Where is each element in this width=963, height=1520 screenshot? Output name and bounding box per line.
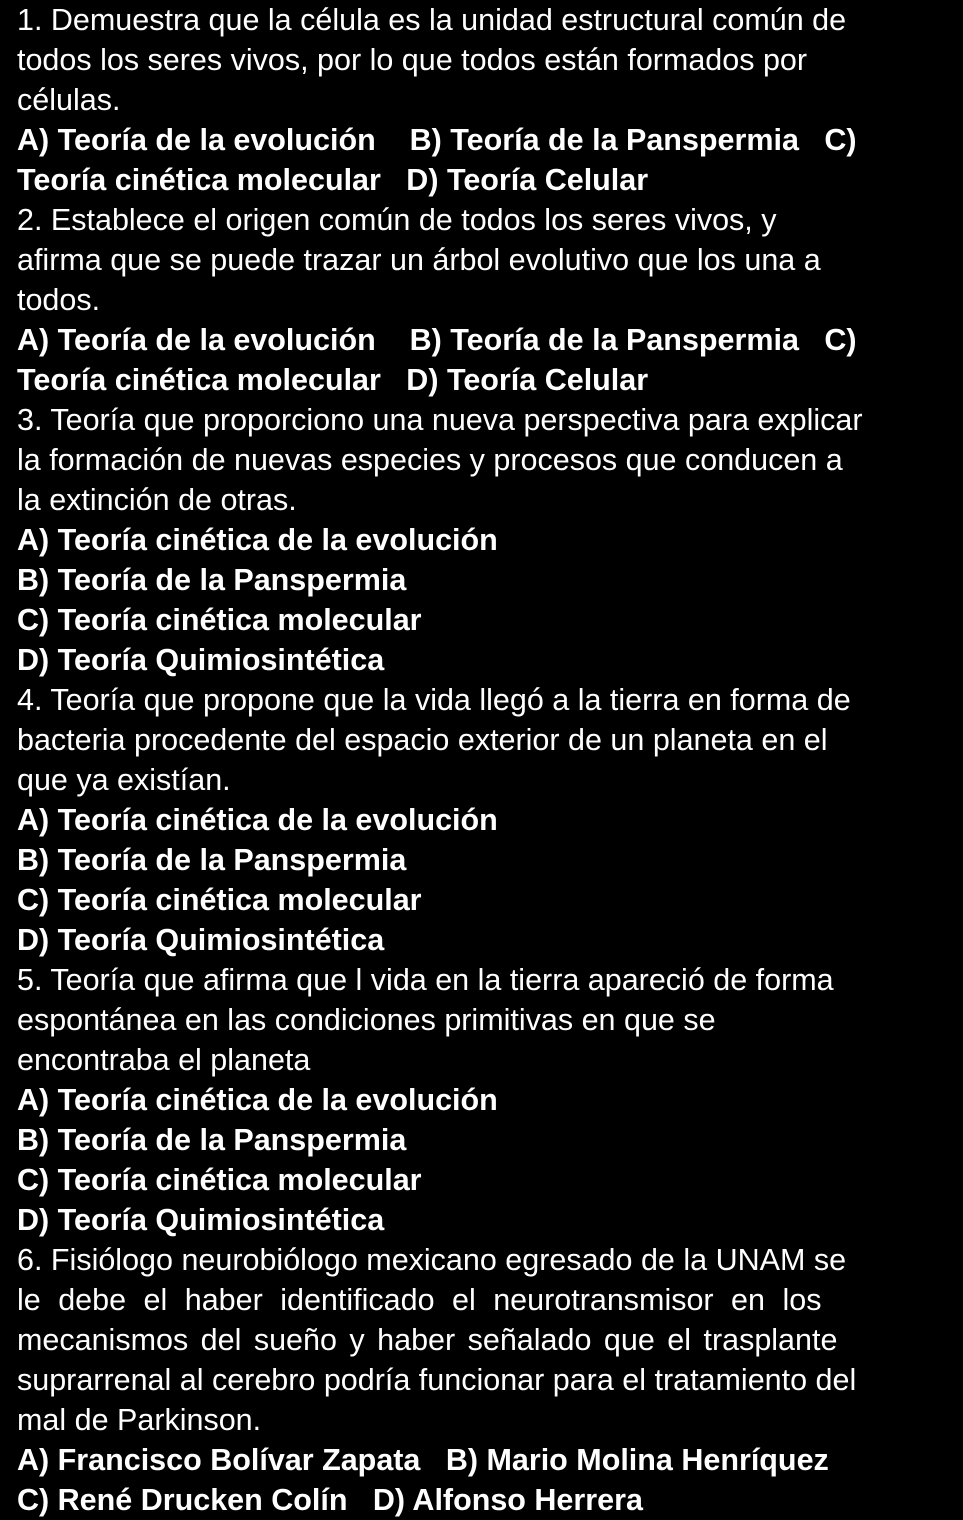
question-text-line: 6. Fisiólogo neurobiólogo mexicano egresado de la UNAM se — [17, 1243, 847, 1277]
question-text-line: la extinción de otras. — [17, 483, 297, 517]
question-text-line: mecanismos del sueño y haber señalado que el trasplante — [17, 1323, 838, 1357]
question-text-line: 5. Teoría que afirma que l vida en la tierra apareció de forma — [17, 963, 834, 997]
question-text-line: la formación de nuevas especies y procesos que conducen a — [17, 443, 843, 477]
answer-options-line: A) Francisco Bolívar Zapata B) Mario Molina Henríquez — [17, 1443, 829, 1477]
question-text-line: suprarrenal al cerebro podría funcionar para el tratamiento del — [17, 1363, 857, 1397]
question-2 — [17, 200, 963, 400]
question-text-line: 3. Teoría que proporciono una nueva perspectiva para explicar — [17, 403, 863, 437]
question-text-line: le debe el haber identificado el neurotransmisor en los — [17, 1283, 822, 1317]
question-4 — [17, 680, 963, 960]
answer-option-a[interactable]: A) Teoría cinética de la evolución — [17, 1083, 498, 1117]
answer-option-d[interactable]: D) Teoría Quimiosintética — [17, 643, 385, 677]
question-text-line: todos los seres vivos, por lo que todos están formados por — [17, 43, 808, 77]
answer-option-c[interactable]: C) Teoría cinética molecular — [17, 883, 422, 917]
answer-option-b[interactable]: B) Teoría de la Panspermia — [17, 1123, 407, 1157]
question-text-line: mal de Parkinson. — [17, 1403, 262, 1437]
question-text-line: bacteria procedente del espacio exterior de un planeta en el — [17, 723, 828, 757]
question-text-line: 4. Teoría que propone que la vida llegó a la tierra en forma de — [17, 683, 851, 717]
question-1 — [17, 0, 963, 200]
answer-option-d[interactable]: D) Teoría Quimiosintética — [17, 923, 385, 957]
answer-options-line: C) René Drucken Colín D) Alfonso Herrera — [17, 1483, 643, 1517]
question-text-line: afirma que se puede trazar un árbol evolutivo que los una a — [17, 243, 821, 277]
answer-option-a[interactable]: A) Teoría cinética de la evolución — [17, 523, 498, 557]
answer-option-b[interactable]: B) Teoría de la Panspermia — [17, 563, 407, 597]
question-text-line: que ya existían. — [17, 763, 231, 797]
answer-option-d[interactable]: D) Teoría Quimiosintética — [17, 1203, 385, 1237]
question-text-line: células. — [17, 83, 121, 117]
answer-options-line: A) Teoría de la evolución B) Teoría de la Panspermia C) — [17, 123, 857, 157]
question-text-line: espontánea en las condiciones primitivas en que se — [17, 1003, 716, 1037]
question-text-line: encontraba el planeta — [17, 1043, 311, 1077]
question-text-line: todos. — [17, 283, 101, 317]
answer-options-line: Teoría cinética molecular D) Teoría Celular — [17, 163, 649, 197]
answer-options-line: A) Teoría de la evolución B) Teoría de la Panspermia C) — [17, 323, 857, 357]
question-text-line: 1. Demuestra que la célula es la unidad estructural común de — [17, 3, 847, 37]
question-3 — [17, 400, 963, 680]
answer-option-a[interactable]: A) Teoría cinética de la evolución — [17, 803, 498, 837]
answer-option-c[interactable]: C) Teoría cinética molecular — [17, 1163, 422, 1197]
answer-options-line: Teoría cinética molecular D) Teoría Celular — [17, 363, 649, 397]
question-5 — [17, 960, 963, 1240]
question-6 — [17, 1240, 963, 1520]
quiz-page — [17, 0, 963, 1520]
answer-option-c[interactable]: C) Teoría cinética molecular — [17, 603, 422, 637]
question-text-line: 2. Establece el origen común de todos los seres vivos, y — [17, 203, 777, 237]
answer-option-b[interactable]: B) Teoría de la Panspermia — [17, 843, 407, 877]
